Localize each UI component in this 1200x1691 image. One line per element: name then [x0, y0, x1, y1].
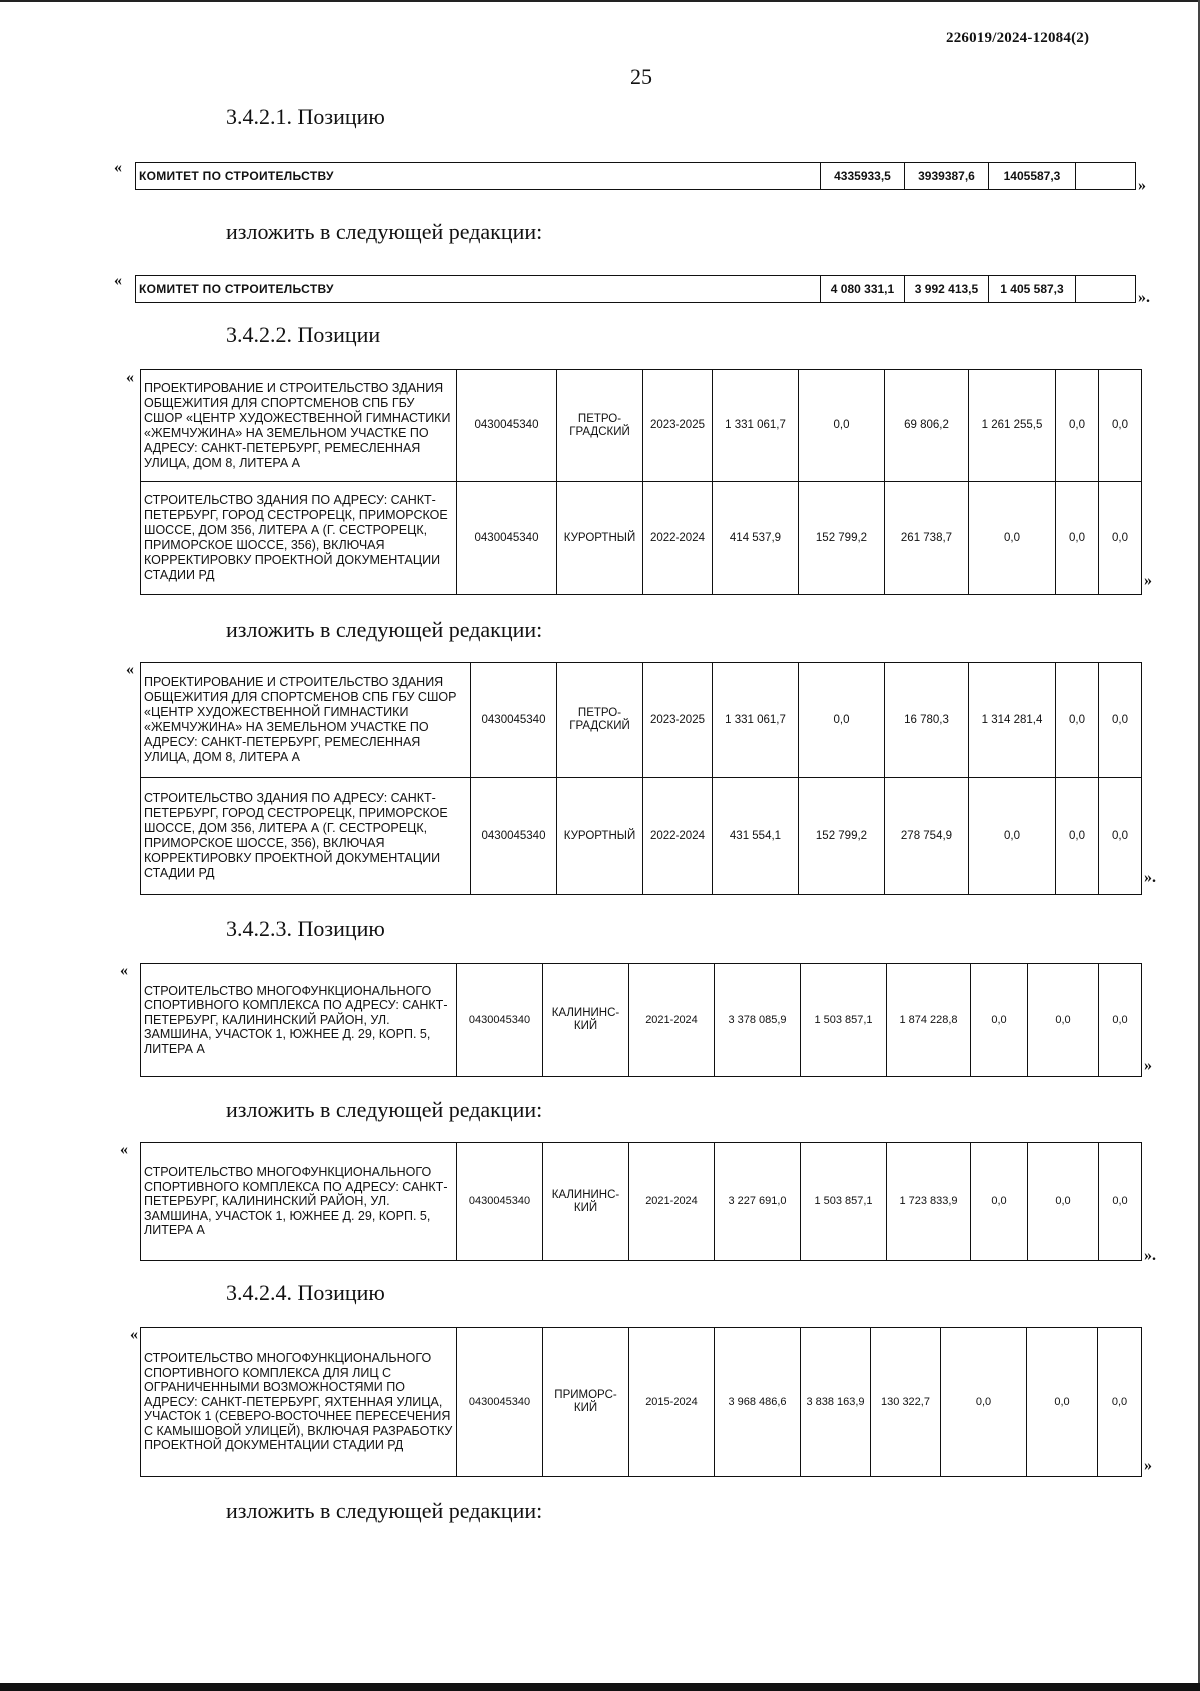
table-row	[136, 163, 1136, 190]
cell-period: 2015-2024	[629, 1328, 715, 1477]
document-number: 226019/2024-12084(2)	[946, 30, 1090, 46]
cell-code: 0430045340	[471, 663, 557, 778]
cell-value-3: 69 806,2	[885, 370, 969, 482]
cell-code: 0430045340	[457, 1143, 543, 1261]
cell-value-2: 152 799,2	[799, 482, 885, 595]
cell-district: КУРОРТНЫЙ	[557, 778, 643, 895]
cell-name: КОМИТЕТ ПО СТРОИТЕЛЬСТВУ	[136, 276, 821, 303]
cell-period: 2022-2024	[643, 778, 713, 895]
cell-value-3: 278 754,9	[885, 778, 969, 895]
cell-name: СТРОИТЕЛЬСТВО ЗДАНИЯ ПО АДРЕСУ: САНКТ-ПЕТЕРБУРГ, ГОРОД СЕСТРОРЕЦК, ПРИМОРСКОЕ ШОССЕ, ДОМ 356, ЛИТЕРА А (Г. СЕСТРОРЕЦК, ПРИМОРСКОЕ ШОССЕ, 356), ВКЛЮЧАЯ КОРРЕКТИРОВКУ ПРОЕКТНОЙ ДОКУМЕНТАЦИИ СТАДИИ РД	[141, 482, 457, 595]
cell-value-2: 0,0	[799, 370, 885, 482]
quote-open: «	[120, 962, 128, 979]
cell-name: ПРОЕКТИРОВАНИЕ И СТРОИТЕЛЬСТВО ЗДАНИЯ ОБЩЕЖИТИЯ ДЛЯ СПОРТСМЕНОВ СПБ ГБУ СШОР «ЦЕНТР ХУДОЖЕСТВЕННОЙ ГИМНАСТИКИ «ЖЕМЧУЖИНА» НА ЗЕМЕЛЬНОМ УЧАСТКЕ ПО АДРЕСУ: САНКТ-ПЕТЕРБУРГ, РЕМЕСЛЕННАЯ УЛИЦА, ДОМ 8, ЛИТЕРА А	[141, 370, 457, 482]
table-row	[141, 964, 1142, 1077]
cell-value-5: 0,0	[1028, 1143, 1099, 1261]
cell-value-4: 0,0	[971, 1143, 1028, 1261]
cell-value-1: 431 554,1	[713, 778, 799, 895]
cell-value-4	[1076, 163, 1136, 190]
cell-value-4: 1 261 255,5	[969, 370, 1056, 482]
cell-value-3: 16 780,3	[885, 663, 969, 778]
cell-value-4: 0,0	[969, 778, 1056, 895]
cell-value-4: 0,0	[971, 964, 1028, 1077]
cell-name: ПРОЕКТИРОВАНИЕ И СТРОИТЕЛЬСТВО ЗДАНИЯ ОБЩЕЖИТИЯ ДЛЯ СПОРТСМЕНОВ СПБ ГБУ СШОР «ЦЕНТР ХУДОЖЕСТВЕННОЙ ГИМНАСТИКИ «ЖЕМЧУЖИНА» НА ЗЕМЕЛЬНОМ УЧАСТКЕ ПО АДРЕСУ: САНКТ-ПЕТЕРБУРГ, РЕМЕСЛЕННАЯ УЛИЦА, ДОМ 8, ЛИТЕРА А	[141, 663, 471, 778]
quote-close-dot: ».	[1144, 1247, 1156, 1264]
section-heading-3-4-2-4: 3.4.2.4. Позицию	[226, 1280, 385, 1305]
cell-code: 0430045340	[457, 370, 557, 482]
cell-value-5: 0,0	[1056, 778, 1099, 895]
quote-close-dot: ».	[1138, 289, 1150, 306]
table-row	[141, 663, 1142, 778]
cell-value-5: 0,0	[1027, 1328, 1098, 1477]
cell-value-6: 0,0	[1098, 1328, 1142, 1477]
table-committee-old	[135, 162, 1136, 190]
table-committee-new	[135, 275, 1136, 303]
phrase-new-edition: изложить в следующей редакции:	[226, 1097, 543, 1122]
cell-value-5: 0,0	[1028, 964, 1099, 1077]
page-edge-top	[0, 0, 1200, 2]
cell-value-3: 1 723 833,9	[887, 1143, 971, 1261]
page-number: 25	[630, 64, 652, 89]
table-sport-complex-disabled-old	[140, 1327, 1142, 1477]
cell-value-1: 1 331 061,7	[713, 663, 799, 778]
cell-value-1: 3 968 486,6	[715, 1328, 801, 1477]
cell-value-4: 0,0	[969, 482, 1056, 595]
cell-district: ПЕТРО-ГРАДСКИЙ	[557, 370, 643, 482]
cell-value-2: 1 503 857,1	[801, 1143, 887, 1261]
quote-close: »	[1138, 177, 1146, 194]
cell-value-5: 0,0	[1056, 370, 1099, 482]
quote-open: «	[114, 159, 122, 176]
quote-open: «	[126, 369, 134, 386]
cell-period: 2022-2024	[643, 482, 713, 595]
table-positions-new	[140, 662, 1142, 895]
cell-value-6: 0,0	[1099, 964, 1142, 1077]
cell-value-2: 3 838 163,9	[801, 1328, 871, 1477]
cell-code: 0430045340	[471, 778, 557, 895]
cell-value-1: 4335933,5	[821, 163, 905, 190]
cell-value-6: 0,0	[1099, 663, 1142, 778]
cell-value-1: 1 331 061,7	[713, 370, 799, 482]
cell-value-1: 414 537,9	[713, 482, 799, 595]
table-sport-complex-new	[140, 1142, 1142, 1261]
cell-code: 0430045340	[457, 482, 557, 595]
phrase-new-edition: изложить в следующей редакции:	[226, 1498, 543, 1523]
table-row	[141, 778, 1142, 895]
phrase-new-edition: изложить в следующей редакции:	[226, 617, 543, 642]
quote-open: «	[126, 661, 134, 678]
cell-value-3: 130 322,7	[871, 1328, 941, 1477]
cell-value-5: 0,0	[1056, 482, 1099, 595]
table-row	[141, 370, 1142, 482]
table-row	[141, 1328, 1142, 1477]
quote-close: »	[1144, 572, 1152, 589]
cell-value-4: 0,0	[941, 1328, 1027, 1477]
cell-period: 2021-2024	[629, 964, 715, 1077]
cell-value-6: 0,0	[1099, 370, 1142, 482]
cell-value-1: 4 080 331,1	[821, 276, 905, 303]
cell-value-2: 3939387,6	[905, 163, 989, 190]
section-heading-3-4-2-1: 3.4.2.1. Позицию	[226, 104, 385, 129]
section-heading-3-4-2-3: 3.4.2.3. Позицию	[226, 916, 385, 941]
quote-close: »	[1144, 1057, 1152, 1074]
cell-name: СТРОИТЕЛЬСТВО МНОГОФУНКЦИОНАЛЬНОГО СПОРТИВНОГО КОМПЛЕКСА ПО АДРЕСУ: САНКТ-ПЕТЕРБУРГ, КАЛИНИНСКИЙ РАЙОН, УЛ. ЗАМШИНА, УЧАСТОК 1, ЮЖНЕЕ Д. 29, КОРП. 5, ЛИТЕРА А	[141, 1143, 457, 1261]
cell-code: 0430045340	[457, 1328, 543, 1477]
quote-close: »	[1144, 1457, 1152, 1474]
table-row	[141, 482, 1142, 595]
cell-value-4	[1076, 276, 1136, 303]
cell-period: 2021-2024	[629, 1143, 715, 1261]
cell-name: СТРОИТЕЛЬСТВО МНОГОФУНКЦИОНАЛЬНОГО СПОРТИВНОГО КОМПЛЕКСА ДЛЯ ЛИЦ С ОГРАНИЧЕННЫМИ ВОЗМОЖНОСТЯМИ ПО АДРЕСУ: САНКТ-ПЕТЕРБУРГ, ЯХТЕННАЯ УЛИЦА, УЧАСТОК 1 (СЕВЕРО-ВОСТОЧНЕЕ ПЕРЕСЕЧЕНИЯ С КАМЫШОВОЙ УЛИЦЕЙ), ВКЛЮЧАЯ РАЗРАБОТКУ ПРОЕКТНОЙ ДОКУМЕНТАЦИИ СТАДИИ РД	[141, 1328, 457, 1477]
quote-close-dot: ».	[1144, 869, 1156, 886]
cell-value-6: 0,0	[1099, 482, 1142, 595]
page-edge-bottom	[0, 1683, 1200, 1691]
quote-open: «	[130, 1326, 138, 1343]
table-sport-complex-old	[140, 963, 1142, 1077]
table-positions-old	[140, 369, 1142, 595]
cell-value-5: 0,0	[1056, 663, 1099, 778]
quote-open: «	[120, 1141, 128, 1158]
cell-value-2: 0,0	[799, 663, 885, 778]
quote-open: «	[114, 272, 122, 289]
cell-value-3: 1405587,3	[989, 163, 1076, 190]
cell-name: СТРОИТЕЛЬСТВО МНОГОФУНКЦИОНАЛЬНОГО СПОРТИВНОГО КОМПЛЕКСА ПО АДРЕСУ: САНКТ-ПЕТЕРБУРГ, КАЛИНИНСКИЙ РАЙОН, УЛ. ЗАМШИНА, УЧАСТОК 1, ЮЖНЕЕ Д. 29, КОРП. 5, ЛИТЕРА А	[141, 964, 457, 1077]
cell-district: КАЛИНИНС-КИЙ	[543, 964, 629, 1077]
cell-period: 2023-2025	[643, 370, 713, 482]
cell-value-1: 3 227 691,0	[715, 1143, 801, 1261]
table-row	[141, 1143, 1142, 1261]
cell-value-3: 1 405 587,3	[989, 276, 1076, 303]
cell-district: ПРИМОРС-КИЙ	[543, 1328, 629, 1477]
phrase-new-edition: изложить в следующей редакции:	[226, 219, 543, 244]
cell-value-6: 0,0	[1099, 778, 1142, 895]
cell-period: 2023-2025	[643, 663, 713, 778]
cell-value-1: 3 378 085,9	[715, 964, 801, 1077]
cell-name: КОМИТЕТ ПО СТРОИТЕЛЬСТВУ	[136, 163, 821, 190]
cell-value-2: 152 799,2	[799, 778, 885, 895]
cell-value-6: 0,0	[1099, 1143, 1142, 1261]
cell-name: СТРОИТЕЛЬСТВО ЗДАНИЯ ПО АДРЕСУ: САНКТ-ПЕТЕРБУРГ, ГОРОД СЕСТРОРЕЦК, ПРИМОРСКОЕ ШОССЕ, ДОМ 356, ЛИТЕРА А (Г. СЕСТРОРЕЦК, ПРИМОРСКОЕ ШОССЕ, 356), ВКЛЮЧАЯ КОРРЕКТИРОВКУ ПРОЕКТНОЙ ДОКУМЕНТАЦИИ СТАДИИ РД	[141, 778, 471, 895]
cell-district: КАЛИНИНС-КИЙ	[543, 1143, 629, 1261]
cell-value-2: 3 992 413,5	[905, 276, 989, 303]
cell-district: ПЕТРО-ГРАДСКИЙ	[557, 663, 643, 778]
cell-value-4: 1 314 281,4	[969, 663, 1056, 778]
cell-value-2: 1 503 857,1	[801, 964, 887, 1077]
cell-code: 0430045340	[457, 964, 543, 1077]
table-row	[136, 276, 1136, 303]
cell-district: КУРОРТНЫЙ	[557, 482, 643, 595]
cell-value-3: 1 874 228,8	[887, 964, 971, 1077]
cell-value-3: 261 738,7	[885, 482, 969, 595]
section-heading-3-4-2-2: 3.4.2.2. Позиции	[226, 322, 381, 347]
